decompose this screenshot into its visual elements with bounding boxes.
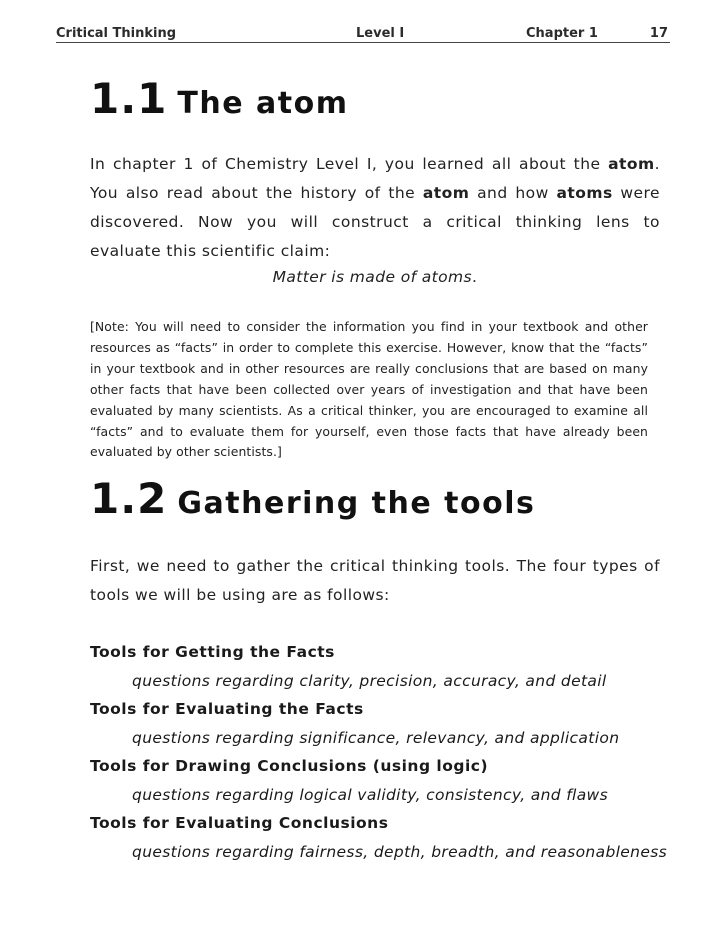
intro-emphasis: atoms xyxy=(556,184,613,202)
header-chapter: Chapter 1 xyxy=(526,26,598,41)
section-1-heading xyxy=(90,74,348,123)
tools-list xyxy=(90,638,690,866)
claim-period: . xyxy=(472,268,478,286)
tool-description: questions regarding clarity, precision, accuracy, and detail xyxy=(132,671,607,690)
intro-text: and how xyxy=(469,184,557,202)
header-level: Level I xyxy=(356,26,405,41)
intro-emphasis: atom xyxy=(422,184,470,202)
header-divider xyxy=(56,42,670,43)
section-2-heading xyxy=(90,474,535,523)
claim-text: Matter is made of atoms xyxy=(272,268,473,286)
section-1-intro xyxy=(90,150,660,266)
section-2-title: Gathering the tools xyxy=(177,486,536,521)
intro-text: . You also read about the history of the xyxy=(90,155,660,202)
tool-heading: Tools for Drawing Conclusions (using logic) xyxy=(90,757,489,775)
page-header xyxy=(56,22,670,42)
tool-description: questions regarding fairness, depth, breadth, and reasonableness xyxy=(132,842,668,861)
section-2-intro: First, we need to gather the critical thinking tools. The four types of tools we will be using are as follows: xyxy=(90,557,660,604)
scientific-claim xyxy=(90,268,660,286)
tool-description: questions regarding logical validity, consistency, and flaws xyxy=(132,785,609,804)
intro-text: were discovered. Now you will construct a critical thinking lens to evaluate this scientific claim: xyxy=(90,184,660,260)
header-page-number: 17 xyxy=(649,26,668,41)
tool-heading: Tools for Evaluating the Facts xyxy=(90,700,364,718)
tool-heading: Tools for Evaluating Conclusions xyxy=(90,814,389,832)
section-1-title: The atom xyxy=(177,86,349,121)
intro-emphasis: atom xyxy=(608,155,655,173)
section-2-number: 1.2 xyxy=(90,474,168,523)
tool-heading: Tools for Getting the Facts xyxy=(90,643,335,661)
intro-text: In chapter 1 of Chemistry Level I, you learned all about the xyxy=(90,155,609,173)
tool-description: questions regarding significance, relevancy, and application xyxy=(132,728,620,747)
section-1-note: [Note: You will need to consider the information you find in your textbook and other resources as “facts” in order to complete this exercise. However, know that the “facts” in your textbook and in other resources are really conclusions that are based on many other facts that have been collected over years of investigation and that have been evaluated by many scientists. As a critical thinker, you are encouraged to examine all “facts” and to evaluate them for yourself, even those facts that have already been evaluated by other scientists.] xyxy=(90,319,648,460)
section-1-number: 1.1 xyxy=(90,74,168,123)
header-book-title: Critical Thinking xyxy=(56,26,177,41)
